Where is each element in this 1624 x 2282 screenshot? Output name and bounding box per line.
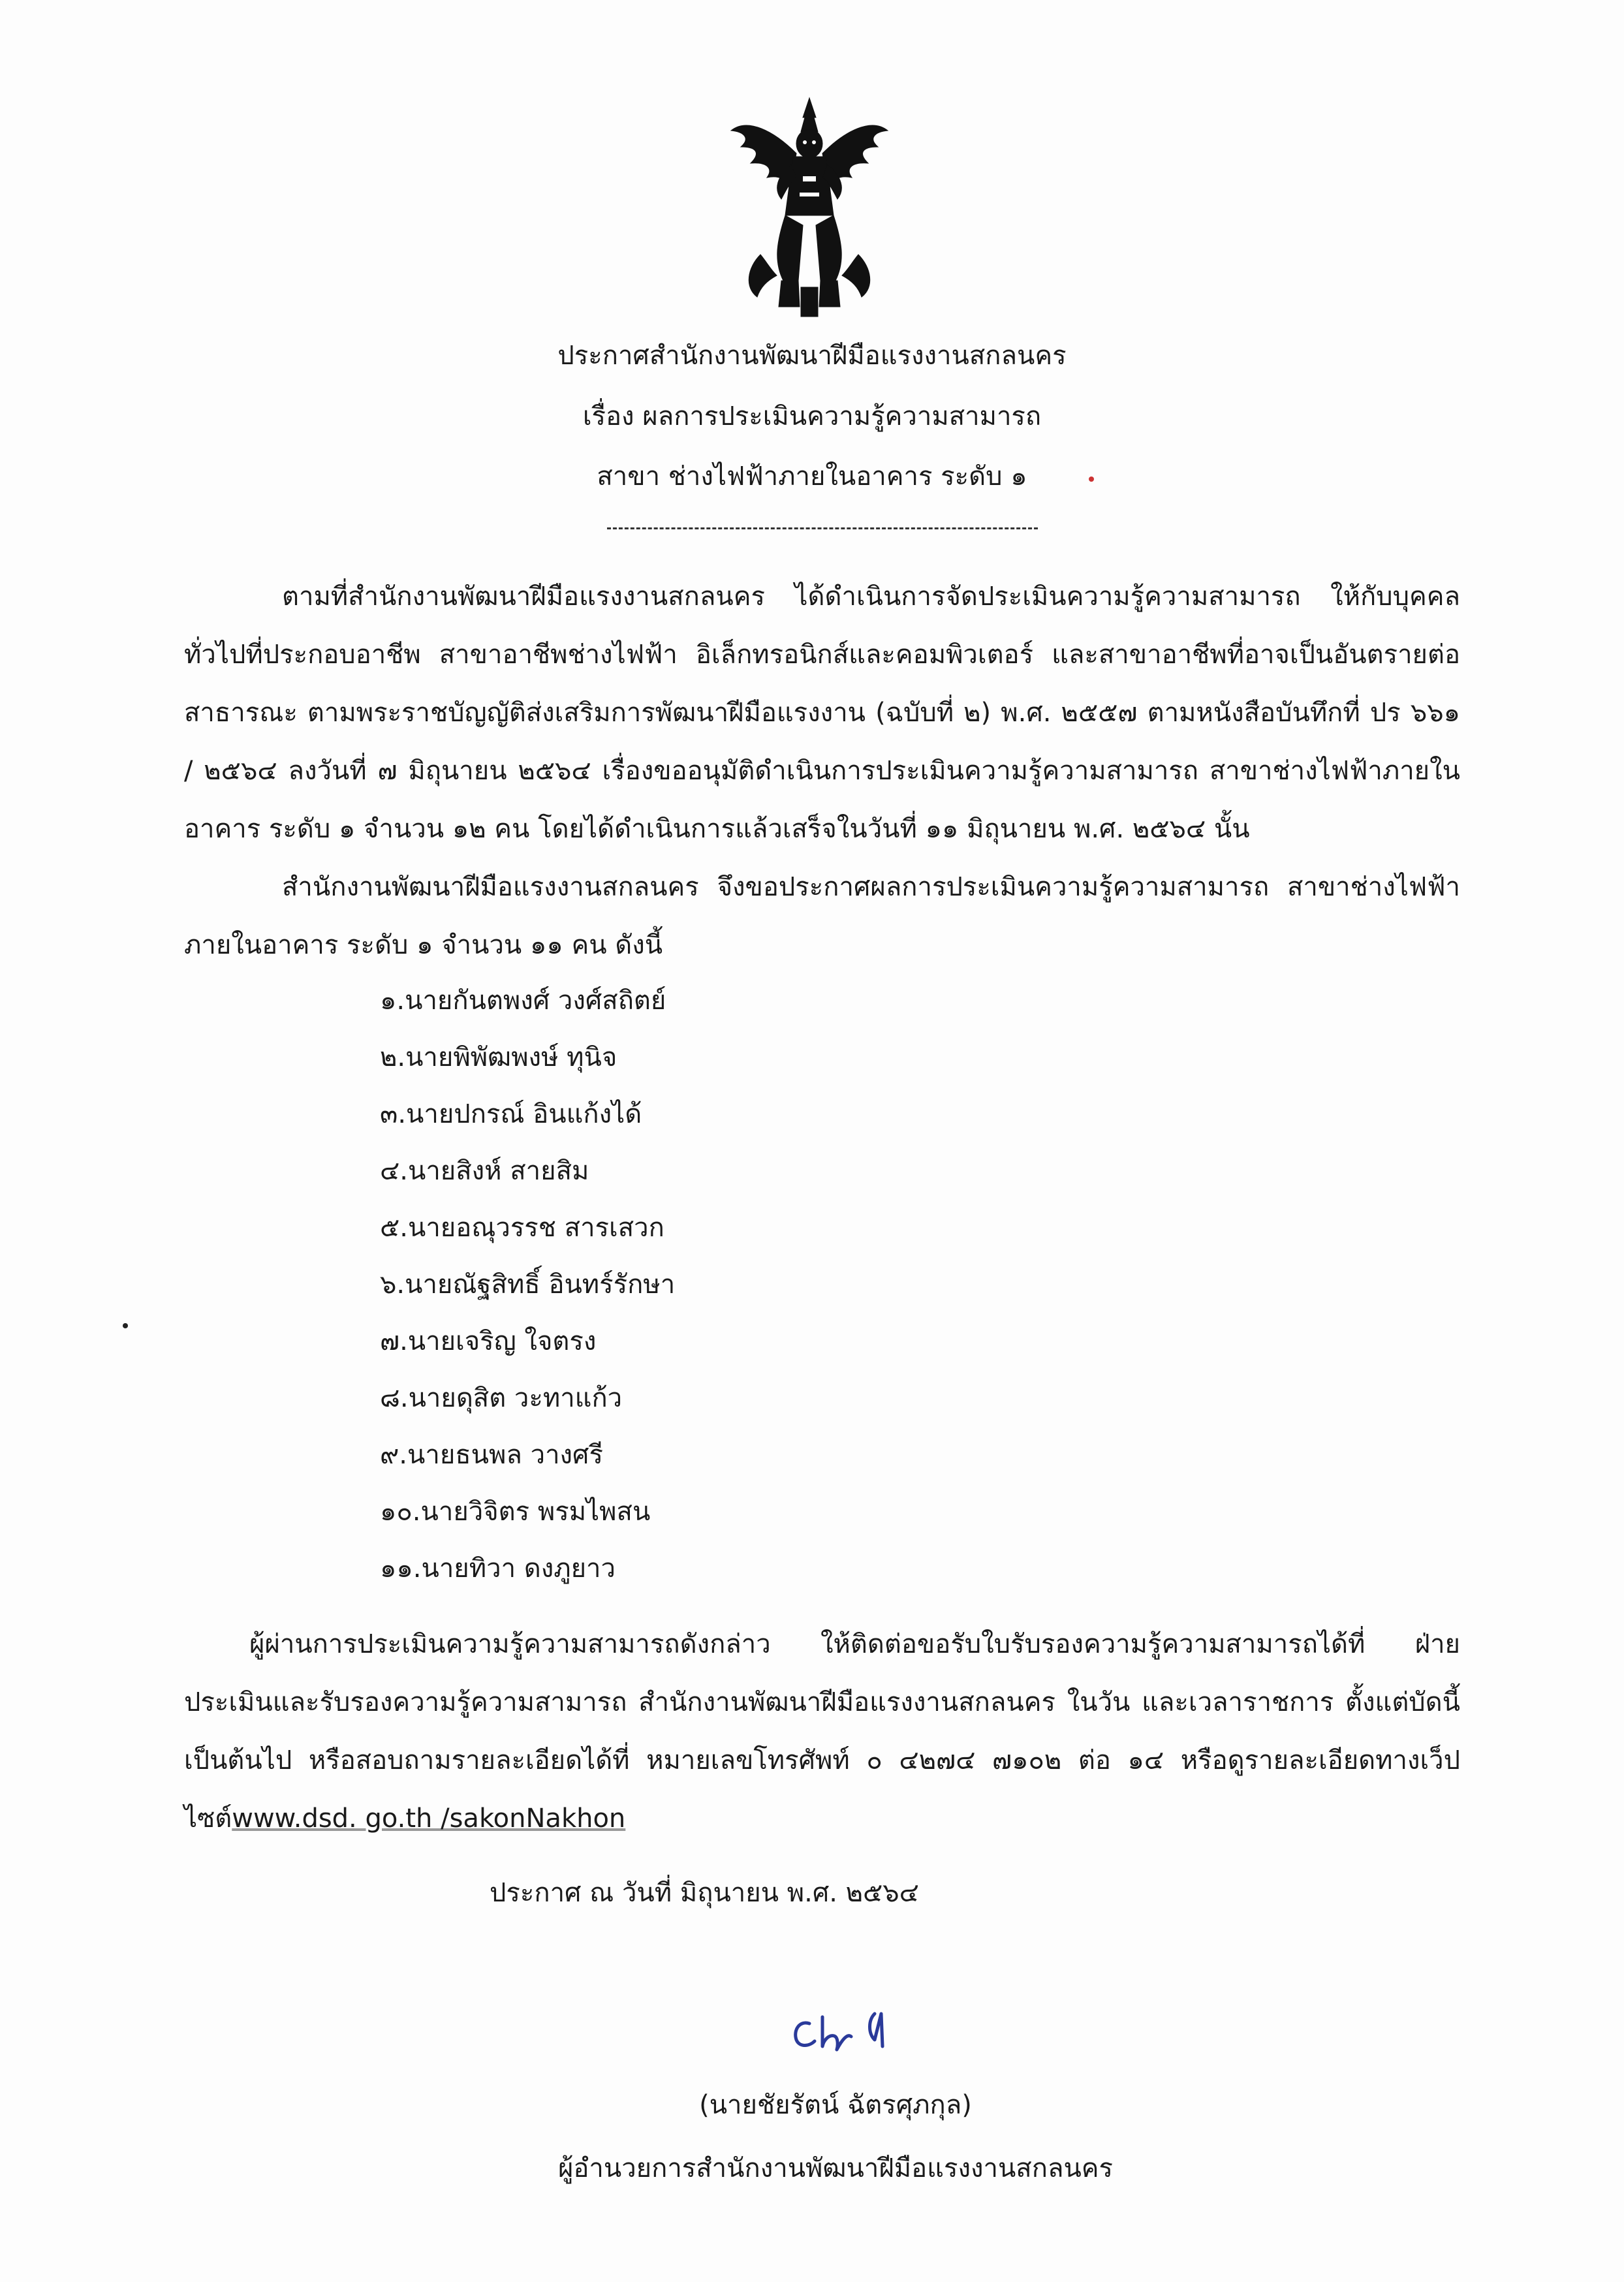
header-divider [607,527,1038,529]
announcement-branch: สาขา ช่างไฟฟ้าภายในอาคาร ระดับ ๑ [597,461,1027,492]
list-item: ๘.นายดุสิต วะทาแก้ว [380,1383,623,1413]
list-item: ๓.นายปกรณ์ อินแก้งได้ [380,1099,642,1129]
list-item: ๖.นายณัฐสิทธิ์ อินทร์รักษา [380,1270,676,1300]
list-item: ๕.นายอณุวรรช สารเสวก [380,1213,664,1243]
list-item: ๔.นายสิงห์ สายสิม [380,1156,589,1186]
signature-icon [783,1994,914,2066]
signer-title: ผู้อำนวยการสำนักงานพัฒนาฝีมือแรงงานสกลนคร [557,2153,1114,2183]
list-item: ๙.นายธนพล วางศรี [380,1440,603,1470]
announcement-subject: เรื่อง ผลการประเมินความรู้ความสามารถ [582,401,1042,431]
signer-name: (นายชัยรัตน์ ฉัตรศุภกุล) [699,2090,972,2120]
announcement-title: ประกาศสำนักงานพัฒนาฝีมือแรงงานสกลนคร [557,341,1067,371]
contact-text: ผู้ผ่านการประเมินความรู้ความสามารถดังกล่าว ให้ติดต่อขอรับใบรับรองความรู้ความสามารถได้ที่ ฝ่ายประเมินและรับรองความรู้ความสามารถ สำนักงานพัฒนาฝีมือแรงงานสกลนคร ในวัน และเวลาราชการ ตั้งแต่บัดนี้เป็นต้นไป หรือสอบถามรายละเอียดได้ที่ หมายเลขโทรศัพท์ ๐ ๔๒๗๔ ๗๑๐๒ ต่อ ๑๔ หรือดูรายละเอียดทางเว็ปไซต์ [184,1629,1460,1834]
body-paragraph-3 [184,1616,1460,1848]
scan-speck [1089,477,1094,482]
body-paragraph-2: สำนักงานพัฒนาฝีมือแรงงานสกลนคร จึงขอประกาศผลการประเมินความรู้ความสามารถ สาขาช่างไฟฟ้าภายในอาคาร ระดับ ๑ จำนวน ๑๑ คน ดังนี้ [184,872,1460,960]
list-item: ๑๐.นายวิจิตร พรมไพสน [380,1497,651,1527]
garuda-emblem-icon [721,91,898,326]
body-paragraph-1: ตามที่สำนักงานพัฒนาฝีมือแรงงานสกลนคร ได้ดำเนินการจัดประเมินความรู้ความสามารถ ให้กับบุคคลทั่วไปที่ประกอบอาชีพ สาขาอาชีพช่างไฟฟ้า อิเล็กทรอนิกส์และคอมพิวเตอร์ และสาขาอาชีพที่อาจเป็นอันตรายต่อสาธารณะ ตามพระราชบัญญัติส่งเสริมการพัฒนาฝีมือแรงงาน (ฉบับที่ ๒) พ.ศ. ๒๕๕๗ ตามหนังสือบันทึกที่ ปร ๖๖๑ / ๒๕๖๔ ลงวันที่ ๗ มิถุนายน ๒๕๖๔ เรื่องขออนุมัติดำเนินการประเมินความรู้ความสามารถ สาขาช่างไฟฟ้าภายในอาคาร ระดับ ๑ จำนวน ๑๒ คน โดยได้ดำเนินการแล้วเสร็จในวันที่ ๑๑ มิถุนายน พ.ศ. ๒๕๖๔ นั้น [184,582,1460,844]
passed-candidates-list [380,973,675,1597]
list-item: ๒.นายพิพัฒพงษ์ ทุนิจ [380,1042,617,1072]
website-link[interactable]: www.dsd. go.th /sakonNakhon [232,1804,626,1834]
list-item: ๑.นายกันตพงศ์ วงศ์สถิตย์ [380,986,666,1016]
announcement-date: ประกาศ ณ วันที่ มิถุนายน พ.ศ. ๒๕๖๔ [490,1878,919,1908]
scan-speck [123,1323,128,1328]
list-item: ๑๑.นายทิวา ดงภูยาว [380,1554,616,1584]
list-item: ๗.นายเจริญ ใจตรง [380,1326,597,1356]
